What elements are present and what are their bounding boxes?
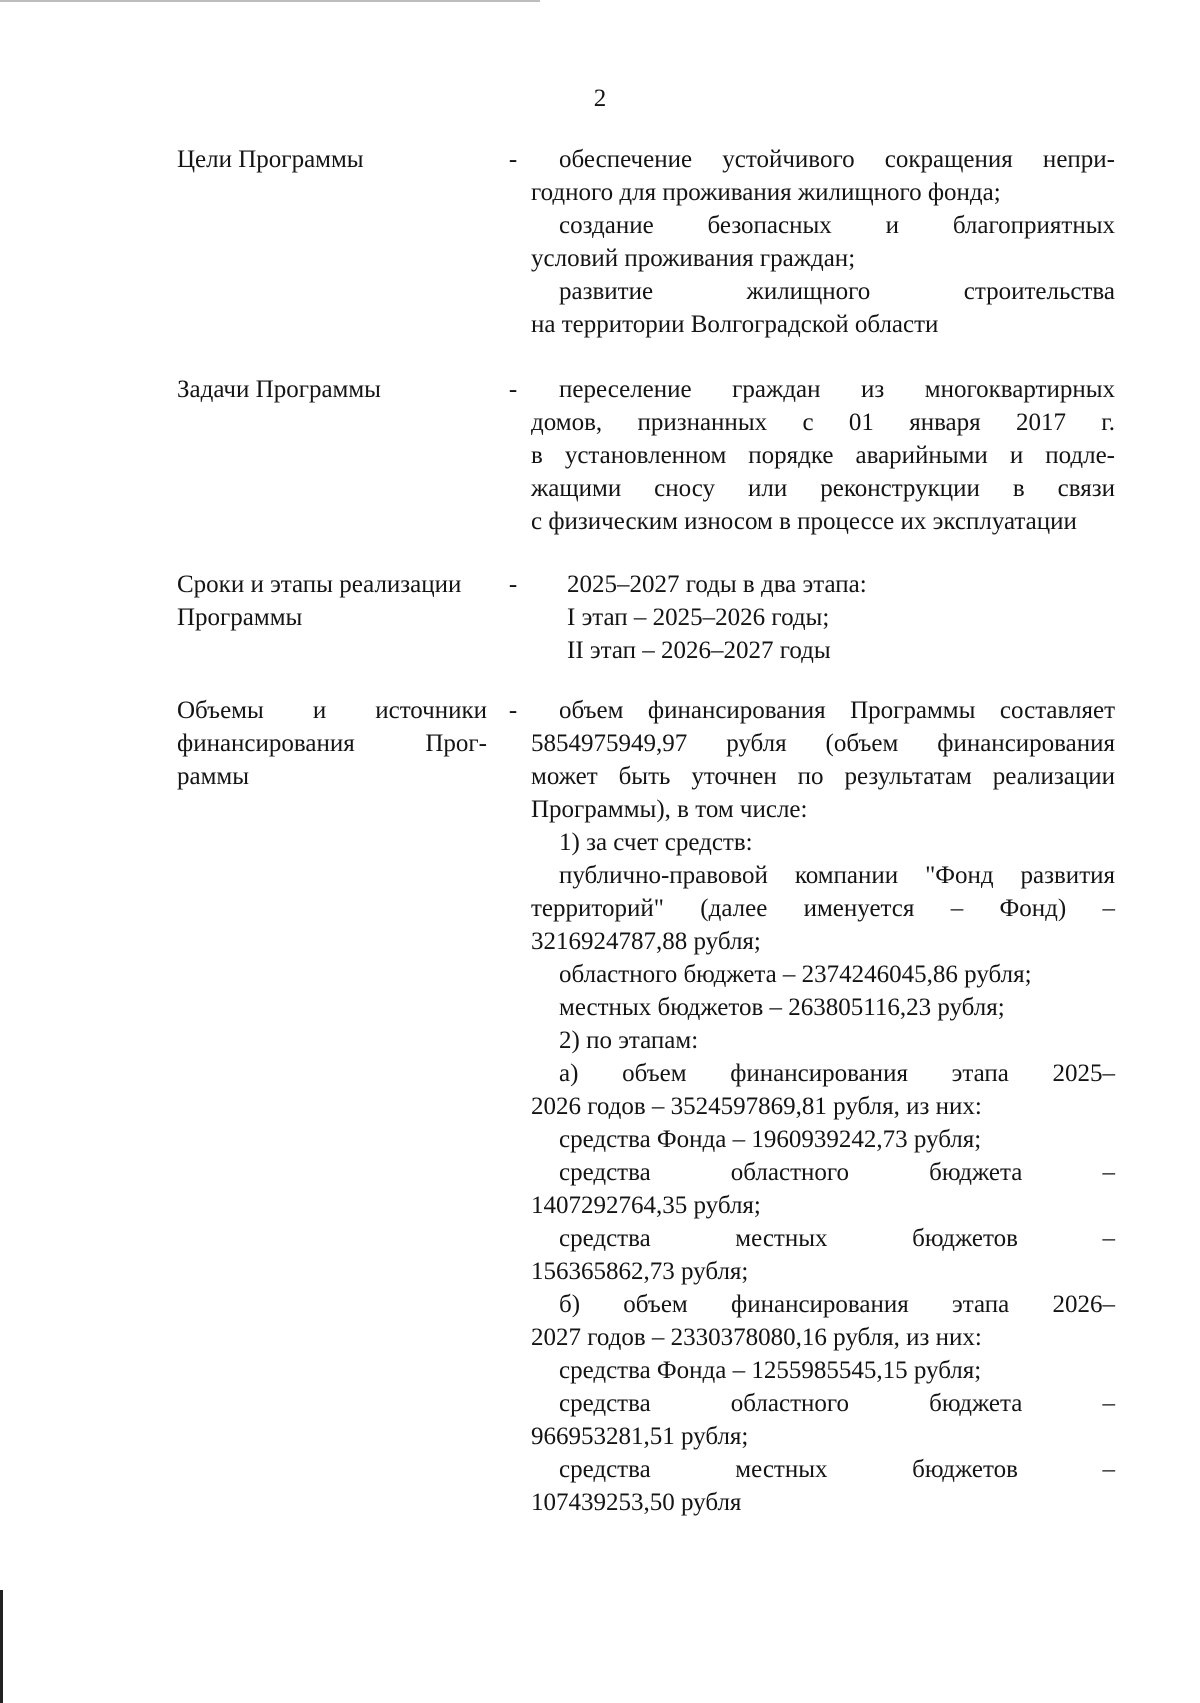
text-line: 1407292764,35 рубля; [531, 1192, 761, 1219]
label-line: Программы [177, 604, 303, 631]
text-line: в установленном порядке аварийными и подле- [531, 442, 1115, 469]
text-line: жащими сносу или реконструкции в связи [531, 475, 1115, 502]
text-line: 2) по этапам: [559, 1027, 699, 1054]
text-line: 966953281,51 рубля; [531, 1423, 749, 1450]
label-line: раммы [177, 763, 250, 790]
section-label: Цели Программы [177, 146, 364, 173]
text-line: а) объем финансирования этапа 2025– [559, 1060, 1115, 1087]
text-line: 3216924787,88 рубля; [531, 928, 761, 955]
text-line: Программы), в том числе: [531, 796, 808, 823]
text-line: с физическим износом в процессе их эксплуатации [531, 508, 1077, 535]
text-line: годного для проживания жилищного фонда; [531, 179, 1001, 206]
text-line: 156365862,73 рубля; [531, 1258, 749, 1285]
scan-edge-top [0, 0, 540, 2]
text-line: 5854975949,97 рубля (объем финансирования [531, 730, 1115, 757]
separator-dash: - [508, 571, 518, 598]
label-line: Сроки и этапы реализации [177, 571, 462, 598]
separator-dash: - [508, 697, 518, 724]
text-line: средства местных бюджетов – [559, 1225, 1115, 1252]
text-line: условий проживания граждан; [531, 245, 856, 272]
page-number: 2 [593, 85, 607, 112]
text-line: домов, признанных с 01 января 2017 г. [531, 409, 1115, 436]
text-line: средства Фонда – 1255985545,15 рубля; [559, 1357, 982, 1384]
label-line: Объемы и источники [177, 697, 487, 724]
text-line: 2027 годов – 2330378080,16 рубля, из них: [531, 1324, 982, 1351]
section-label: Задачи Программы [177, 376, 381, 403]
section-content [531, 373, 1115, 538]
text-line: переселение граждан из многоквартирных [559, 376, 1115, 403]
text-line: средства Фонда – 1960939242,73 рубля; [559, 1126, 982, 1153]
text-line: местных бюджетов – 263805116,23 рубля; [559, 994, 1005, 1021]
section-label [177, 694, 487, 793]
text-line: создание безопасных и благоприятных [559, 212, 1115, 239]
scan-edge-left [0, 1590, 3, 1703]
label-line: финансирования Прог- [177, 730, 487, 757]
text-line: II этап – 2026–2027 годы [567, 637, 831, 664]
text-line: 1) за счет средств: [559, 829, 753, 856]
text-line: б) объем финансирования этапа 2026– [559, 1291, 1115, 1318]
section-content [531, 143, 1115, 341]
text-line: развитие жилищного строительства [559, 278, 1115, 305]
separator-dash: - [508, 376, 518, 403]
text-line: может быть уточнен по результатам реализации [531, 763, 1115, 790]
section-content [531, 694, 1115, 1519]
section-content [531, 568, 1115, 667]
text-line: областного бюджета – 2374246045,86 рубля; [559, 961, 1032, 988]
text-line: территорий" (далее именуется – Фонд) – [531, 895, 1115, 922]
text-line: на территории Волгоградской области [531, 311, 939, 338]
separator-dash: - [508, 146, 518, 173]
text-line: обеспечение устойчивого сокращения непри- [559, 146, 1115, 173]
text-line: средства областного бюджета – [559, 1390, 1115, 1417]
text-line: объем финансирования Программы составляет [559, 697, 1115, 724]
text-line: 107439253,50 рубля [531, 1489, 742, 1516]
text-line: средства областного бюджета – [559, 1159, 1115, 1186]
text-line: 2025–2027 годы в два этапа: [567, 571, 867, 598]
text-line: 2026 годов – 3524597869,81 рубля, из них: [531, 1093, 982, 1120]
text-line: средства местных бюджетов – [559, 1456, 1115, 1483]
section-label [177, 568, 487, 634]
text-line: I этап – 2025–2026 годы; [567, 604, 830, 631]
text-line: публично-правовой компании "Фонд развития [559, 862, 1115, 889]
